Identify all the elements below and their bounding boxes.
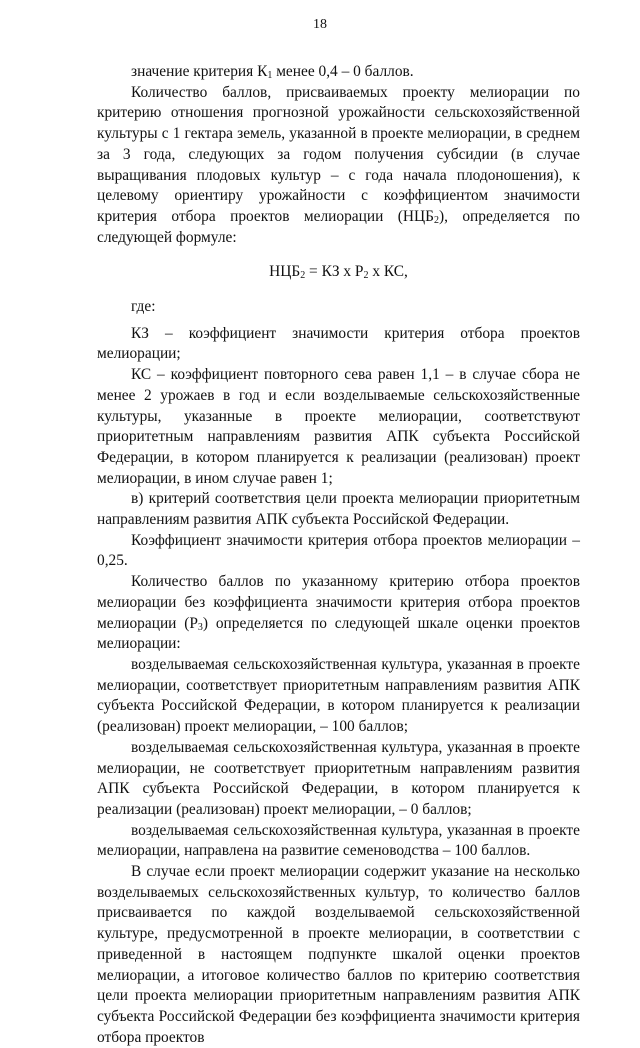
- multiple-crops-paragraph: В случае если проект мелиорации содержит указание на несколько возделываемых сельскохозяйственных культур, то количество баллов присваивается по каждой возделываемой сельскохозяйственной культуре, предусмотренной в проекте мелиорации, в соответствии с приведенной в настоящем подпункте шкалой оценки проектов мелиорации, а итоговое количество баллов по критерию соответствия цели проекта мелиорации приоритетным направлениям развития АПК субъекта Российской Федерации без коэффициента значимости критерия отбора проектов: [97, 863, 580, 1046]
- scale-intro-text: Количество баллов по указанному критерию отбора проектов мелиорации без коэффициента значимости критерия отбора проектов мелиорации (Р: [97, 573, 580, 632]
- ncb2-intro-subscript: 2: [433, 214, 439, 226]
- criterion-k1-text-end: менее 0,4 – 0 баллов.: [272, 63, 414, 80]
- kz-definition: КЗ – коэффициент значимости критерия отбора проектов мелиорации;: [97, 324, 580, 363]
- scale-case-not-matches: возделываемая сельскохозяйственная культура, указанная в проекте мелиорации, не соответствует приоритетным направлениям развития АПК субъекта Российской Федерации, в котором планируется к реализации (реализован) проект мелиорации, – 0 баллов;: [97, 738, 580, 818]
- formula-ks: х КС,: [368, 263, 408, 281]
- scale-intro-subscript: 3: [197, 621, 203, 633]
- coefficient-paragraph: Коэффициент значимости критерия отбора проектов мелиорации – 0,25.: [97, 531, 580, 570]
- ncb2-intro-text-end: ), определяется по следующей формуле:: [97, 207, 581, 246]
- page-number: 18: [313, 17, 327, 32]
- scale-case-matches: возделываемая сельскохозяйственная культура, указанная в проекте мелиорации, соответствует приоритетным направлениям развития АПК субъекта Российской Федерации, в котором планируется к реализации (реализован) проект мелиорации, – 100 баллов;: [97, 655, 580, 736]
- ks-definition: КС – коэффициент повторного сева равен 1,1 – в случае сбора не менее 2 урожаев в год и если возделываемые сельскохозяйственные культуры, указанные в проекте мелиорации, соответствуют приоритетным направлениям развития АПК субъекта Российской Федерации, в котором планируется к реализации (реализован) проект мелиорации, в ином случае равен 1;: [97, 366, 580, 487]
- ncb2-intro-text: Количество баллов, присваиваемых проекту мелиорации по критерию отношения прогнозной урожайности сельскохозяйственной культуры с 1 гектара земель, указанной в проекте мелиорации, в среднем за 3 года, следующих за годом получения субсидии (в случае выращивания плодовых культур – с года начала плодоношения), к целевому ориентиру урожайности с коэффициентом значимости критерия отбора проектов мелиорации (НЦБ: [97, 83, 580, 225]
- scale-case-seed-production: возделываемая сельскохозяйственная культура, указанная в проекте мелиорации, направлена на развитие семеноводства – 100 баллов.: [97, 821, 580, 860]
- formula-kz-p: = КЗ х Р: [305, 263, 364, 281]
- formula-ncb: НЦБ: [269, 263, 301, 281]
- scale-intro-text-end: ) определяется по следующей шкале оценки проектов мелиорации:: [97, 614, 580, 653]
- where-label: где:: [131, 298, 156, 316]
- criterion-k1-text: значение критерия К: [131, 63, 268, 80]
- ncb2-formula: [97, 262, 580, 283]
- criterion-k1-subscript: 1: [267, 70, 273, 81]
- document-body: [97, 62, 580, 1048]
- formula-p-subscript: 2: [363, 270, 369, 282]
- criterion-k1-paragraph: [97, 62, 580, 83]
- item-v-paragraph: в) критерий соответствия цели проекта мелиорации приоритетным направлениям развития АПК субъекта Российской Федерации.: [97, 490, 580, 529]
- formula-ncb-subscript: 2: [300, 270, 306, 282]
- scale-intro-paragraph: [97, 572, 580, 655]
- ncb2-intro-paragraph: [97, 83, 580, 249]
